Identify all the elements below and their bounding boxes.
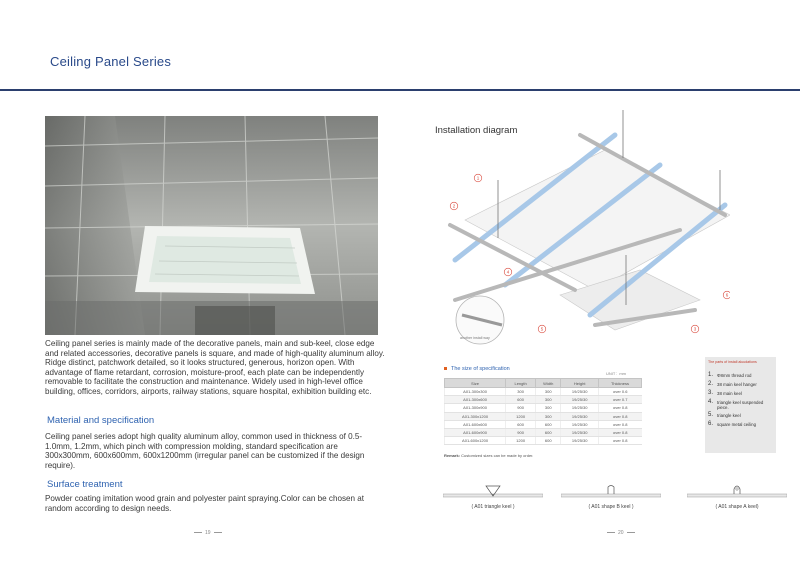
part-number: 5. (708, 412, 714, 418)
spec-unit: UNIT：mm (606, 371, 626, 376)
cell: 19/25/30 (561, 412, 598, 420)
table-row (445, 428, 642, 436)
cell: 900 (506, 404, 536, 412)
material-paragraph: Ceiling panel series adopt high quality aluminum alloy, common used in thickness of 0.5-1.0mm, 1.2mm, which pinch with compression molding, standard specification are 300x300mm, 600x600mm, 600x1200mm (irregular panel can be customized if the design require). (45, 432, 365, 470)
remark-text: Customized sizes can be made by order. (461, 453, 534, 458)
shape-b-keel-caption: ( A01 shape B keel ) (588, 504, 634, 510)
cell: 900 (506, 428, 536, 436)
list-item (708, 390, 776, 397)
list-item (708, 381, 776, 388)
cell: 19/25/30 (561, 388, 598, 396)
cell: 300 (536, 396, 561, 404)
remark (444, 453, 533, 458)
cell: over 0.8 (598, 412, 641, 420)
shape-b-keel-icon (561, 484, 661, 506)
table-row (445, 396, 642, 404)
parts-list (708, 372, 776, 430)
cell: 600 (536, 428, 561, 436)
table-row (445, 412, 642, 420)
part-number: 4. (708, 399, 714, 405)
page-number-right: 20 (604, 530, 638, 536)
surface-paragraph: Powder coating imitation wood grain and polyester paint spraying.Color can be chosen at random according to design needs. (45, 494, 364, 513)
cell: 19/25/30 (561, 396, 598, 404)
part-number: 2. (708, 381, 714, 387)
part-label: triangle keel suspended piece. (717, 400, 764, 410)
spec-table (444, 378, 642, 445)
spec-title (444, 366, 510, 372)
spec-title-text: The size of specification (451, 366, 510, 372)
callout-6-text: 6 (725, 292, 729, 298)
table-row (445, 437, 642, 445)
cell: 19/25/30 (561, 420, 598, 428)
list-item (708, 372, 776, 379)
cell: A01-600x1200 (445, 437, 506, 445)
part-label: Φ8mm thread rod (717, 373, 752, 378)
callout-1-text: 1 (476, 175, 480, 181)
cell: over 0.8 (598, 404, 641, 412)
cell: over 0.7 (598, 396, 641, 404)
cell: A01-300x1200 (445, 412, 506, 420)
part-number: 3. (708, 390, 714, 396)
cell: 19/25/30 (561, 428, 598, 436)
list-item (708, 399, 776, 410)
cell: 300 (506, 388, 536, 396)
intro-paragraph: Ceiling panel series is mainly made of the decorative panels, main and sub-keel, close edge and related accessories, decorative panels is square, and made of high-quality aluminum alloy. Ridge distinct, patchwork detailed, so it looks structured, generous, horizon open. With advantage of flame retardant, corrosion, moisture-proof, each plate can be independently removable to facilitate the construction and maintenance. Widely used in high-level office building, offices, corridors, airports, railway stations, square hospital, exhibition building etc. (45, 339, 385, 396)
cell: 19/25/30 (561, 437, 598, 445)
cell: over 0.6 (598, 388, 641, 396)
surface-heading: Surface treatment (47, 479, 123, 490)
installation-diagram (430, 110, 730, 355)
ceiling-photo (45, 116, 378, 335)
installation-diagram-drawing (430, 110, 730, 355)
cell: over 0.8 (598, 428, 641, 436)
cell: over 0.8 (598, 437, 641, 445)
header-rule (0, 89, 800, 91)
cell: 600 (536, 437, 561, 445)
list-item (708, 421, 776, 428)
inset-label: another install way (460, 336, 490, 340)
col-thickness: Thickness (598, 379, 641, 388)
cell: 600 (506, 420, 536, 428)
part-label: 38 main keel hanger (717, 382, 757, 387)
list-item (708, 412, 776, 419)
part-label: square metal ceiling (717, 422, 757, 427)
cell: 600 (506, 396, 536, 404)
cell: 19/25/30 (561, 404, 598, 412)
col-size: Size (445, 379, 506, 388)
col-length: Length (506, 379, 536, 388)
table-row (445, 420, 642, 428)
cell: 300 (536, 404, 561, 412)
col-height: Height (561, 379, 598, 388)
part-label: triangle keel (717, 413, 741, 418)
triangle-keel-caption: ( A01 triangle keel ) (471, 504, 515, 510)
callout-5-text: 5 (540, 326, 544, 332)
shape-a-keel-caption: ( A01 shape A keel) (715, 504, 759, 510)
page-number-left: 19 (191, 530, 225, 536)
cell: 300 (536, 412, 561, 420)
table-row (445, 404, 642, 412)
cell: 1200 (506, 437, 536, 445)
diagram-label: Installation diagram (435, 125, 518, 136)
cell: 1200 (506, 412, 536, 420)
part-label: 38 main keel (717, 391, 742, 396)
parts-title: The parts of install aluudations (708, 360, 757, 364)
material-heading: Material and specification (47, 415, 155, 426)
page-title: Ceiling Panel Series (50, 54, 172, 69)
cell: over 0.8 (598, 420, 641, 428)
cell: A01-300x900 (445, 404, 506, 412)
ceiling-photo-image (45, 116, 378, 335)
callout-4-text: 4 (506, 269, 510, 275)
cell: A01-600x600 (445, 420, 506, 428)
cell: 600 (536, 420, 561, 428)
remark-label: Remark: (444, 453, 461, 458)
table-row (445, 388, 642, 396)
spec-table-header (445, 379, 642, 388)
shape-a-keel-icon (687, 484, 787, 506)
part-number: 6. (708, 421, 714, 427)
col-width: Width (536, 379, 561, 388)
cell: A01-300x300 (445, 388, 506, 396)
cell: A01-600x900 (445, 428, 506, 436)
square-bullet-icon (444, 367, 447, 370)
part-number: 1. (708, 372, 714, 378)
cell: 300 (536, 388, 561, 396)
cell: A01-300x600 (445, 396, 506, 404)
callout-2-text: 2 (452, 203, 456, 209)
callout-3-text: 3 (693, 326, 697, 332)
triangle-keel-icon (443, 484, 543, 506)
